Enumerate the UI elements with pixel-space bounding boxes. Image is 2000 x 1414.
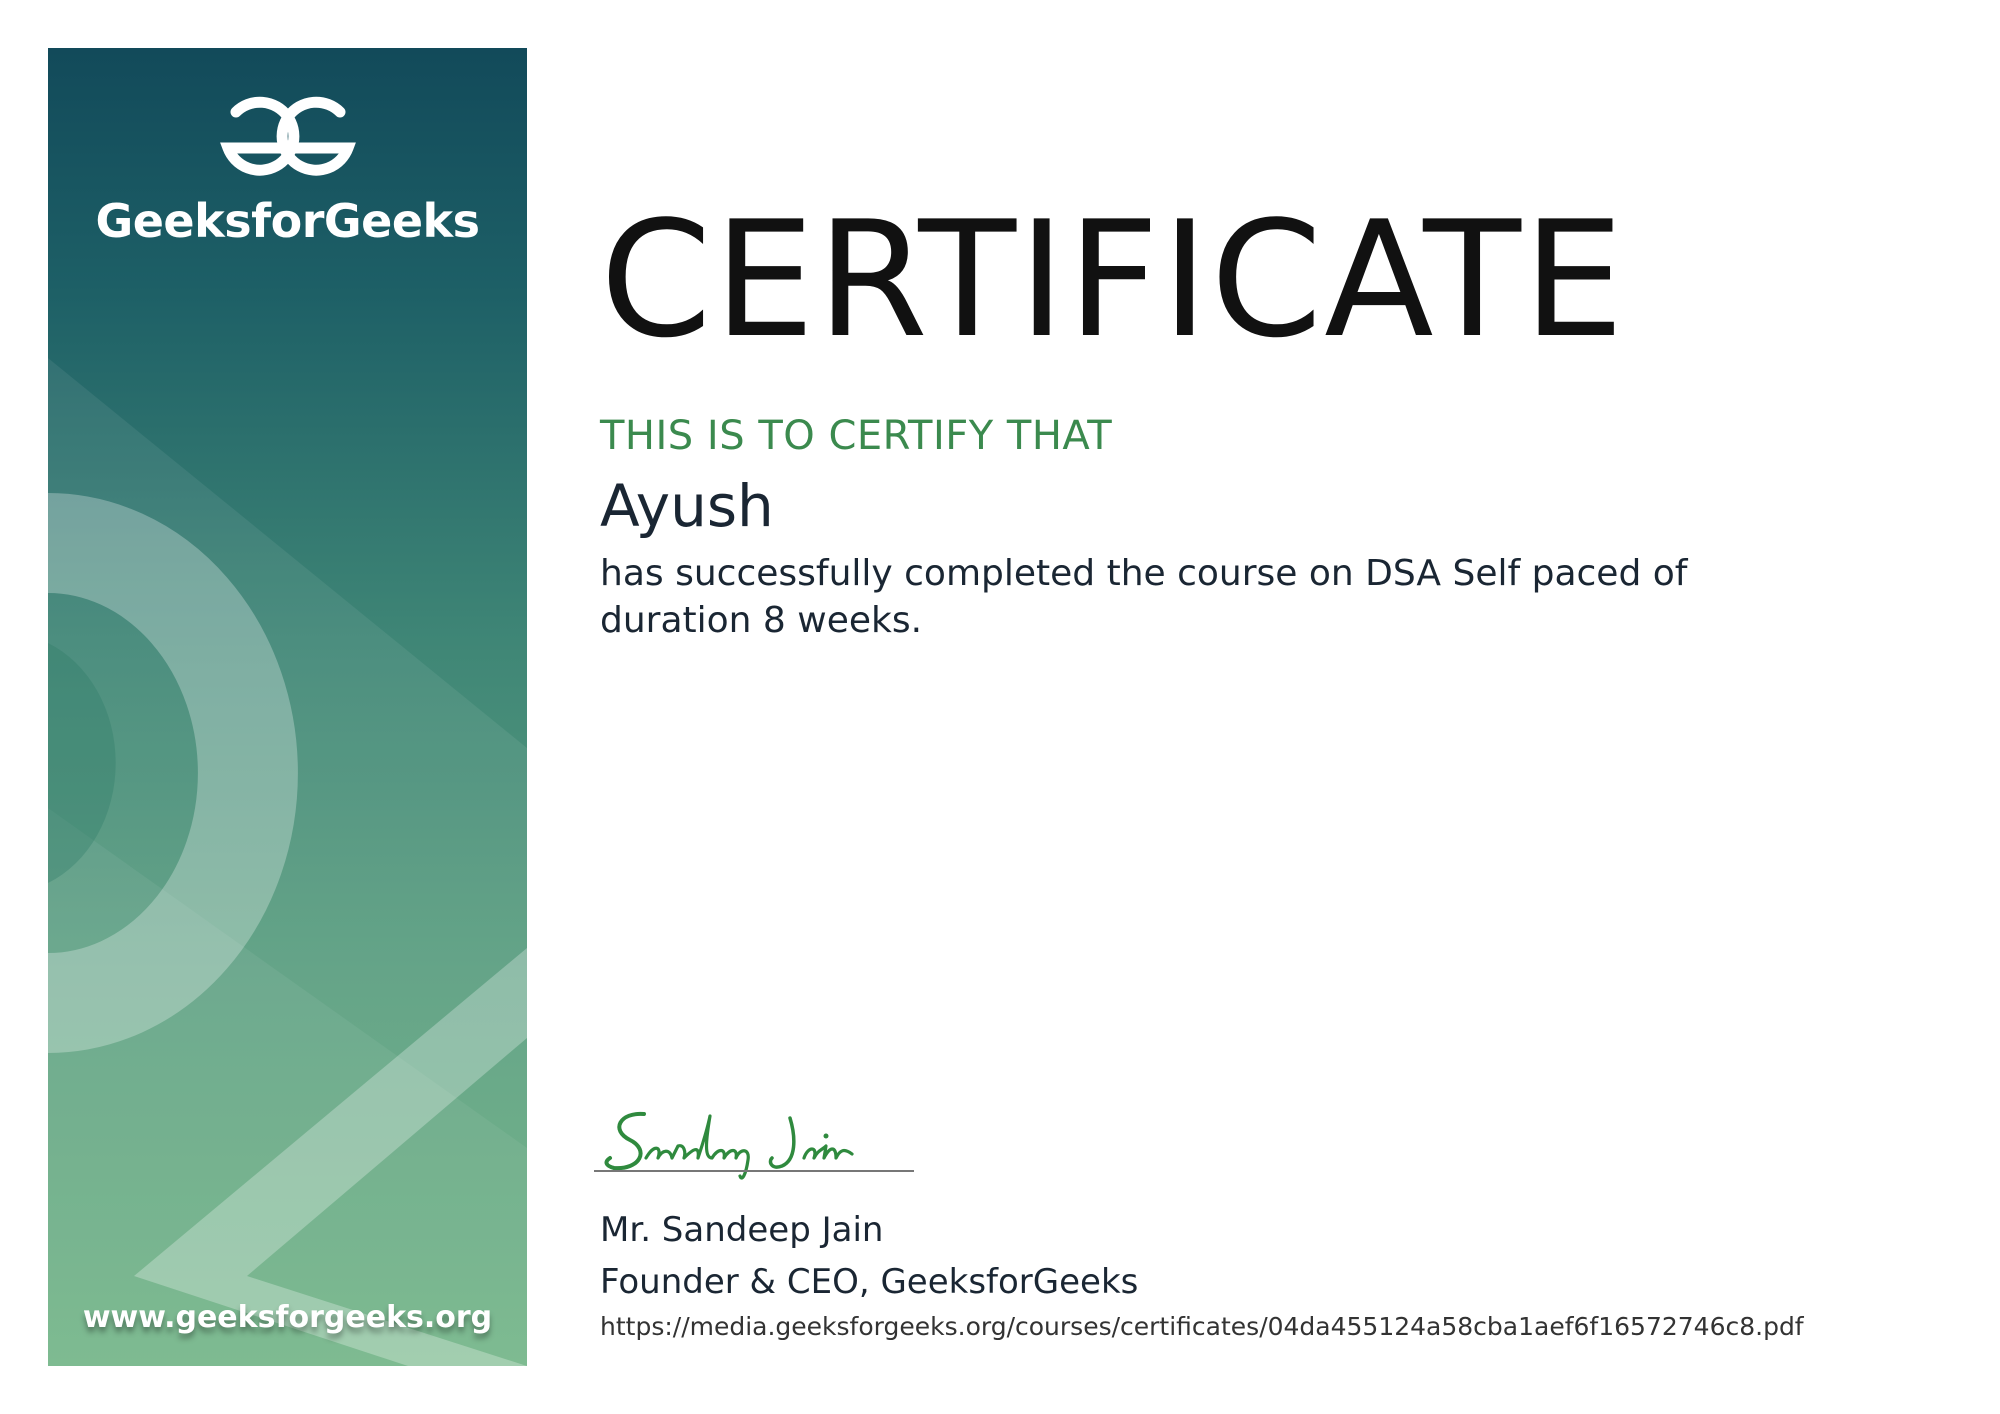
signature-image <box>600 1100 920 1180</box>
brand-panel <box>48 48 527 1366</box>
verification-url[interactable]: https://media.geeksforgeeks.org/courses/certificates/04da455124a58cba1aef6f16572746c8.pdf <box>600 1312 1804 1341</box>
certify-statement: THIS IS TO CERTIFY THAT <box>600 413 1113 459</box>
signer-name: Mr. Sandeep Jain <box>600 1210 884 1250</box>
signer-title: Founder & CEO, GeeksforGeeks <box>600 1262 1139 1302</box>
certificate-title: CERTIFICATE <box>600 186 1627 373</box>
certificate-body <box>600 0 1960 1414</box>
gfg-logo-icon <box>214 94 362 184</box>
brand-website: www.geeksforgeeks.org <box>82 1300 493 1335</box>
signature-line <box>594 1170 914 1172</box>
brand-name: GeeksforGeeks <box>95 194 480 248</box>
course-description: has successfully completed the course on DSA Self paced of duration 8 weeks. <box>600 553 1688 641</box>
recipient-name: Ayush <box>600 472 774 540</box>
